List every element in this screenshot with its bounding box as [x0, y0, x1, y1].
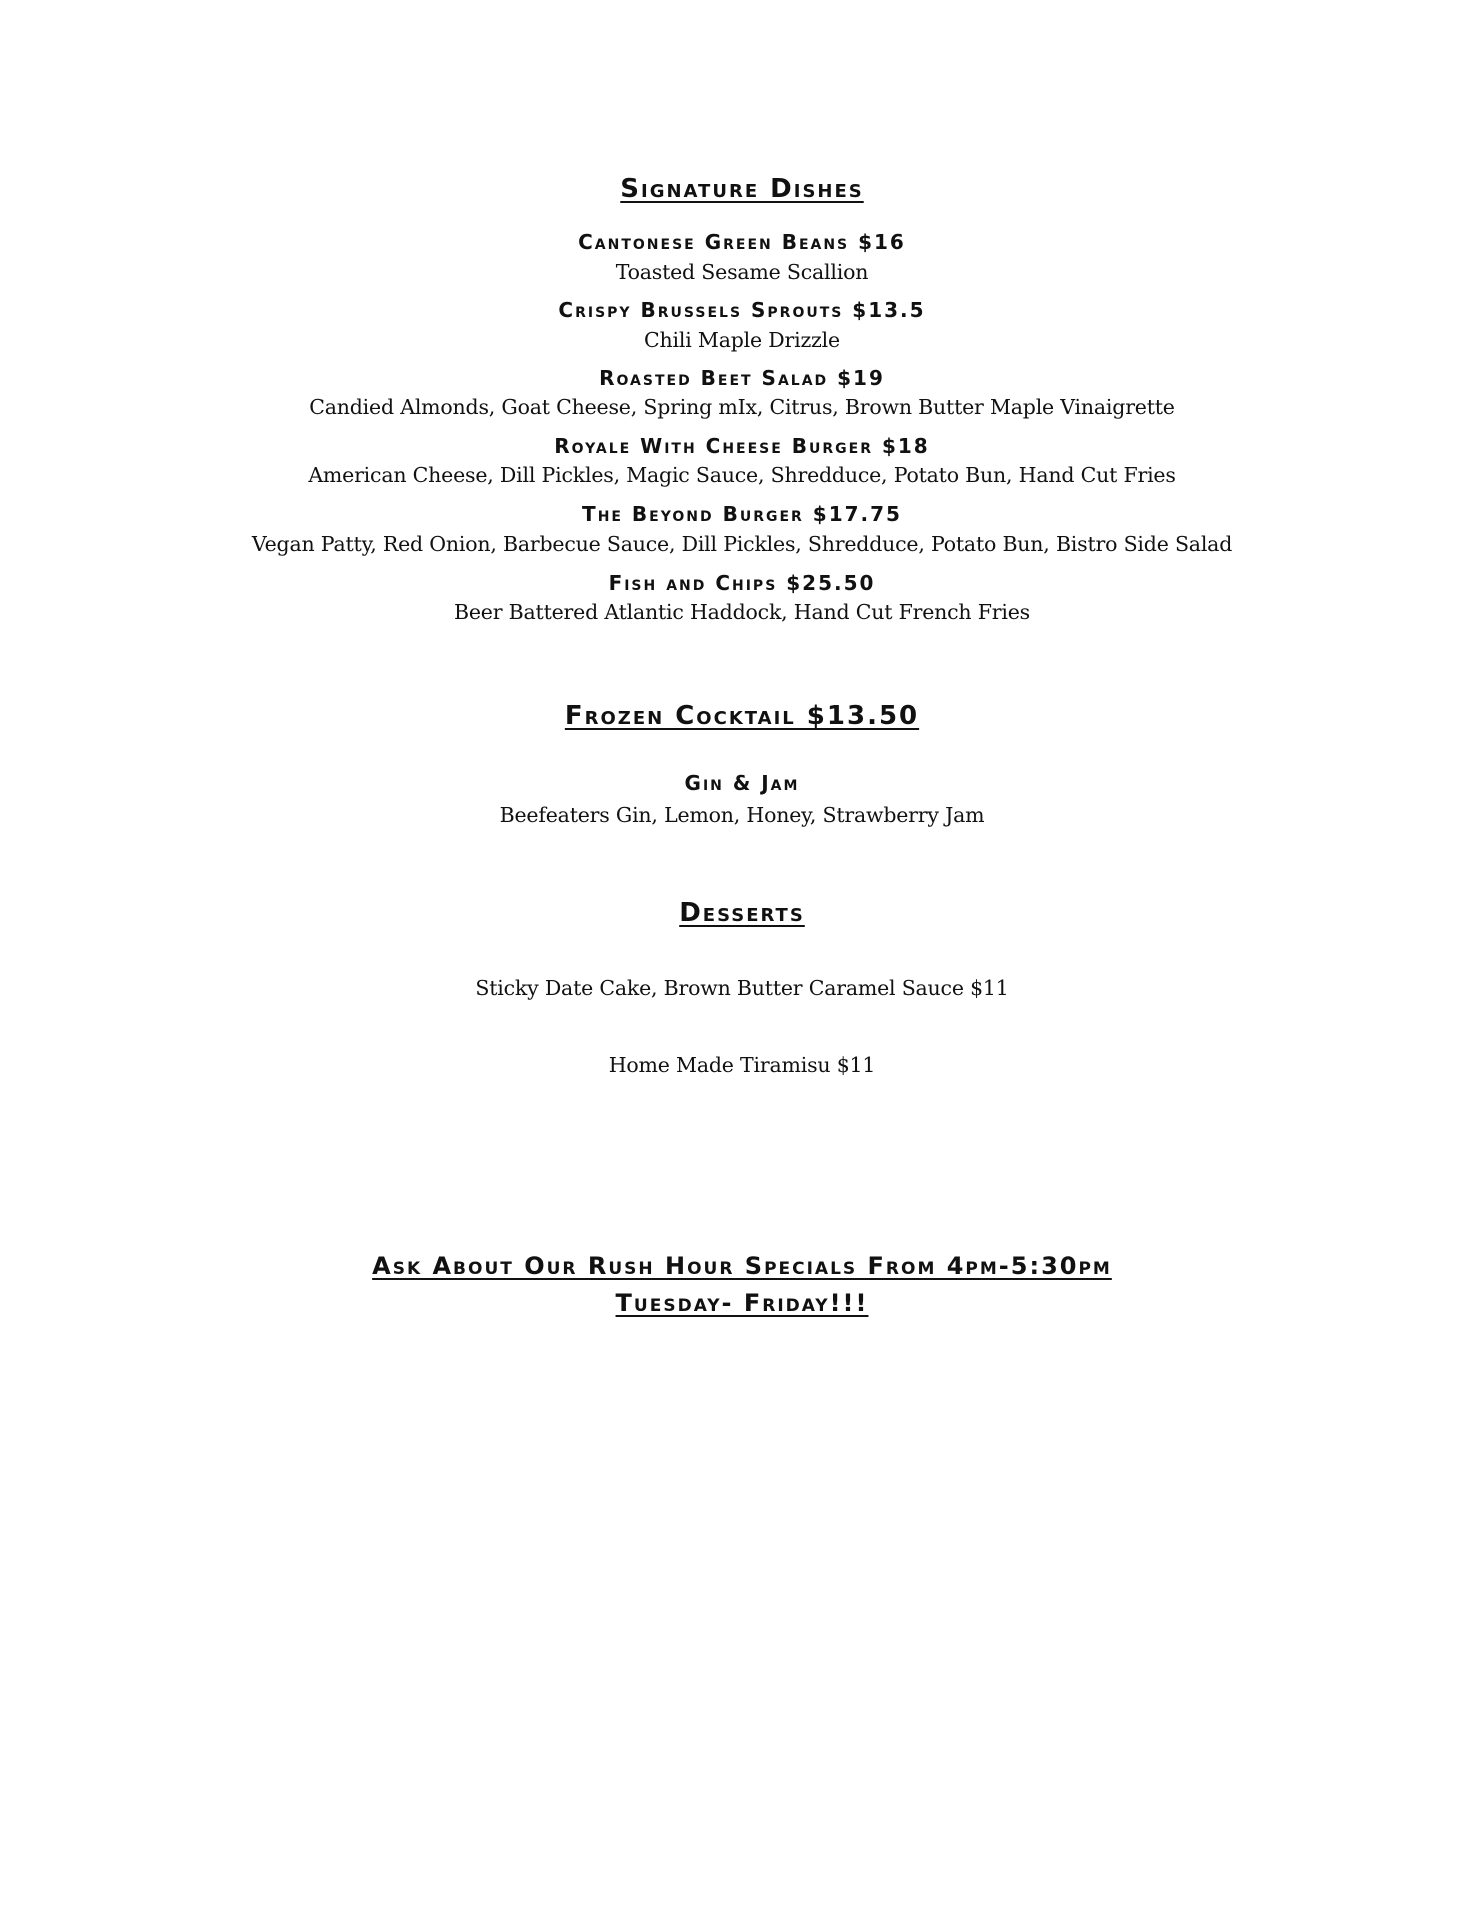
promo-line-rush-hour: Ask About Our Rush Hour Specials From 4pm-5:30pm	[372, 1252, 1112, 1280]
menu-item-name: Fish and Chips $25.50	[608, 571, 876, 595]
menu-item-name: Cantonese Green Beans $16	[578, 230, 906, 254]
dessert-item: Home Made Tiramisu $11	[608, 1053, 876, 1077]
menu-item-name: Royale With Cheese Burger $18	[554, 434, 930, 458]
menu-item-description: American Cheese, Dill Pickles, Magic Sauce, Shredduce, Potato Bun, Hand Cut Fries	[308, 463, 1176, 487]
section-heading-signature-dishes: Signature Dishes	[620, 174, 864, 204]
menu-item-description: Beefeaters Gin, Lemon, Honey, Strawberry Jam	[499, 803, 985, 827]
menu-item-description: Beer Battered Atlantic Haddock, Hand Cut French Fries	[454, 600, 1030, 624]
menu-item-name: Crispy Brussels Sprouts $13.5	[558, 298, 926, 322]
section-heading-desserts: Desserts	[679, 898, 805, 928]
promo-line-days: Tuesday- Friday!!!	[615, 1289, 869, 1317]
section-heading-frozen-cocktail: Frozen Cocktail $13.50	[564, 701, 920, 731]
dessert-item: Sticky Date Cake, Brown Butter Caramel Sauce $11	[475, 976, 1009, 1000]
menu-item-name: Roasted Beet Salad $19	[599, 366, 885, 390]
menu-item-description: Toasted Sesame Scallion	[615, 260, 869, 284]
menu-item-name: Gin & Jam	[684, 771, 800, 795]
menu-item-description: Vegan Patty, Red Onion, Barbecue Sauce, Dill Pickles, Shredduce, Potato Bun, Bistro Side Salad	[251, 532, 1233, 556]
menu-item-name: The Beyond Burger $17.75	[582, 502, 902, 526]
menu-item-description: Candied Almonds, Goat Cheese, Spring mIx, Citrus, Brown Butter Maple Vinaigrette	[309, 395, 1175, 419]
menu-item-description: Chili Maple Drizzle	[644, 328, 840, 352]
